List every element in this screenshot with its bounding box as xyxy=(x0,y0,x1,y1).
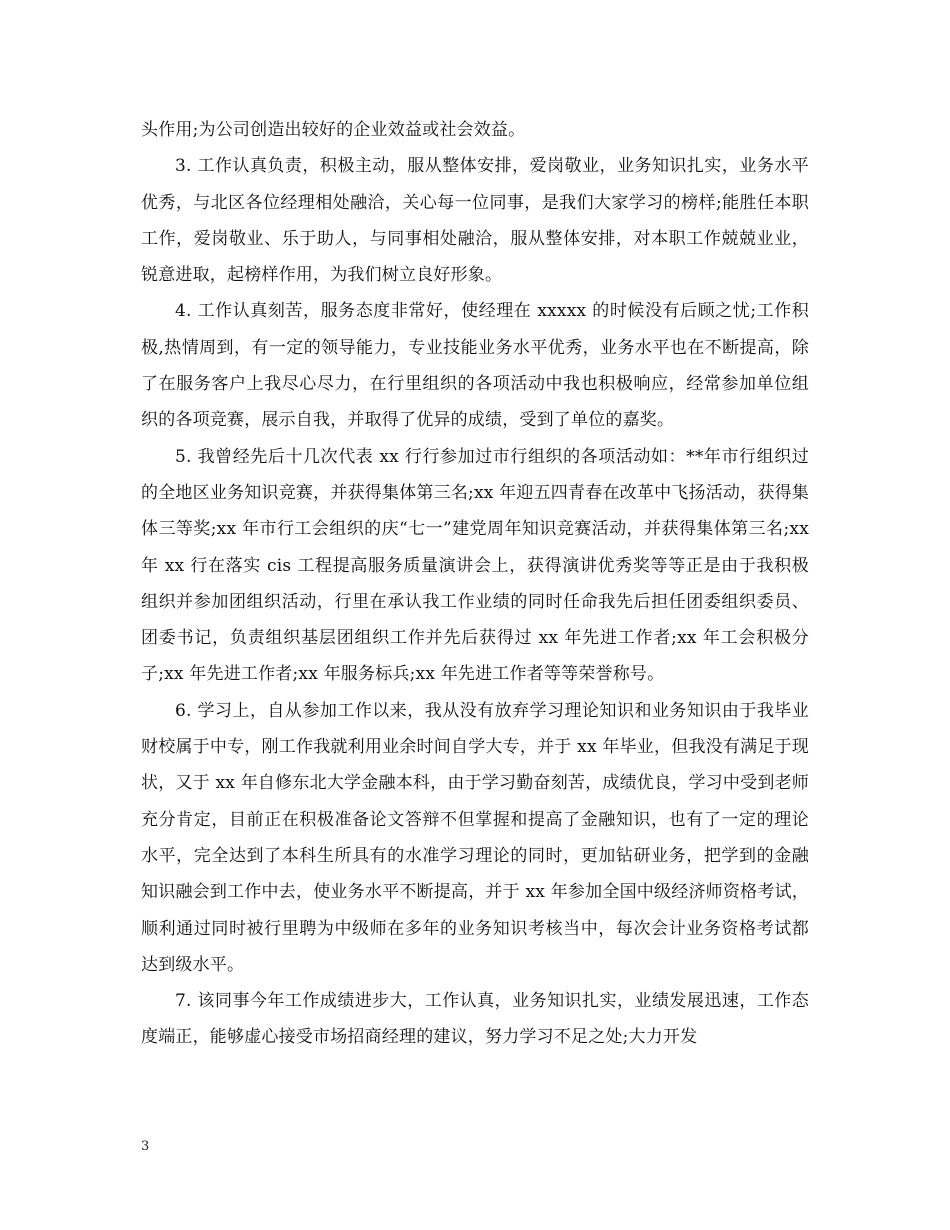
paragraph-item-6: 6. 学习上，自从参加工作以来，我从没有放弃学习理论知识和业务知识由于我毕业财校属于中专，刚工作我就利用业余时间自学大专，并于 xx 年毕业，但我没有满足于现状，又于 xx 年自修东北大学金融本科，由于学习勤奋刻苦，成绩优良，学习中受到老师充分肯定，目前正在积极准备论文答辩不但掌握和提高了金融知识，也有了一定的理论水平，完全达到了本科生所具有的水准学习理论的同时，更加钻研业务，把学到的金融知识融会到工作中去，使业务水平不断提高，并于 xx 年参加全国中级经济师资格考试，顺利通过同时被行里聘为中级师在多年的业务知识考核当中，每次会计业务资格考试都达到级水平。 xyxy=(141,700,809,975)
paragraph-item-3: 3. 工作认真负责，积极主动，服从整体安排，爱岗敬业，业务知识扎实，业务水平优秀，与北区各位经理相处融洽，关心每一位同事，是我们大家学习的榜样;能胜任本职工作，爱岗敬业、乐于助人，与同事相处融洽，服从整体安排，对本职工作兢兢业业，锐意进取，起榜样作用，为我们树立良好形象。 xyxy=(141,156,809,286)
document-body xyxy=(141,112,809,1056)
paragraph-item-5: 5. 我曾经先后十几次代表 xx 行行参加过市行组织的各项活动如：**年市行组织过的全地区业务知识竞赛，并获得集体第三名;xx 年迎五四青春在改革中飞扬活动，获得集体三等奖;xx 年市行工会组织的庆“七一”建党周年知识竞赛活动，并获得集体第三名;xx 年 xx 行在落实 cis 工程提高服务质量演讲会上，获得演讲优秀奖等等正是由于我积极组织并参加团组织活动，行里在承认我工作业绩的同时任命我先后担任团委组织委员、团委书记，负责组织基层团组织工作并先后获得过 xx 年先进工作者;xx 年工会积极分子;xx 年先进工作者;xx 年服务标兵;xx 年先进工作者等等荣誉称号。 xyxy=(141,446,809,685)
page-number: 3 xyxy=(141,1139,150,1154)
paragraph-item-4: 4. 工作认真刻苦，服务态度非常好，使经理在 xxxxx 的时候没有后顾之忧;工作积极,热情周到，有一定的领导能力，专业技能业务水平优秀，业务水平也在不断提高，除了在服务客户上我尽心尽力，在行里组织的各项活动中我也积极响应，经常参加单位组织的各项竞赛，展示自我，并取得了优异的成绩，受到了单位的嘉奖。 xyxy=(141,301,809,431)
paragraph-item-7: 7. 该同事今年工作成绩进步大，工作认真，业务知识扎实，业绩发展迅速，工作态度端正，能够虚心接受市场招商经理的建议，努力学习不足之处;大力开发 xyxy=(141,991,809,1048)
paragraph-continuation: 头作用;为公司创造出较好的企业效益或社会效益。 xyxy=(141,120,526,140)
